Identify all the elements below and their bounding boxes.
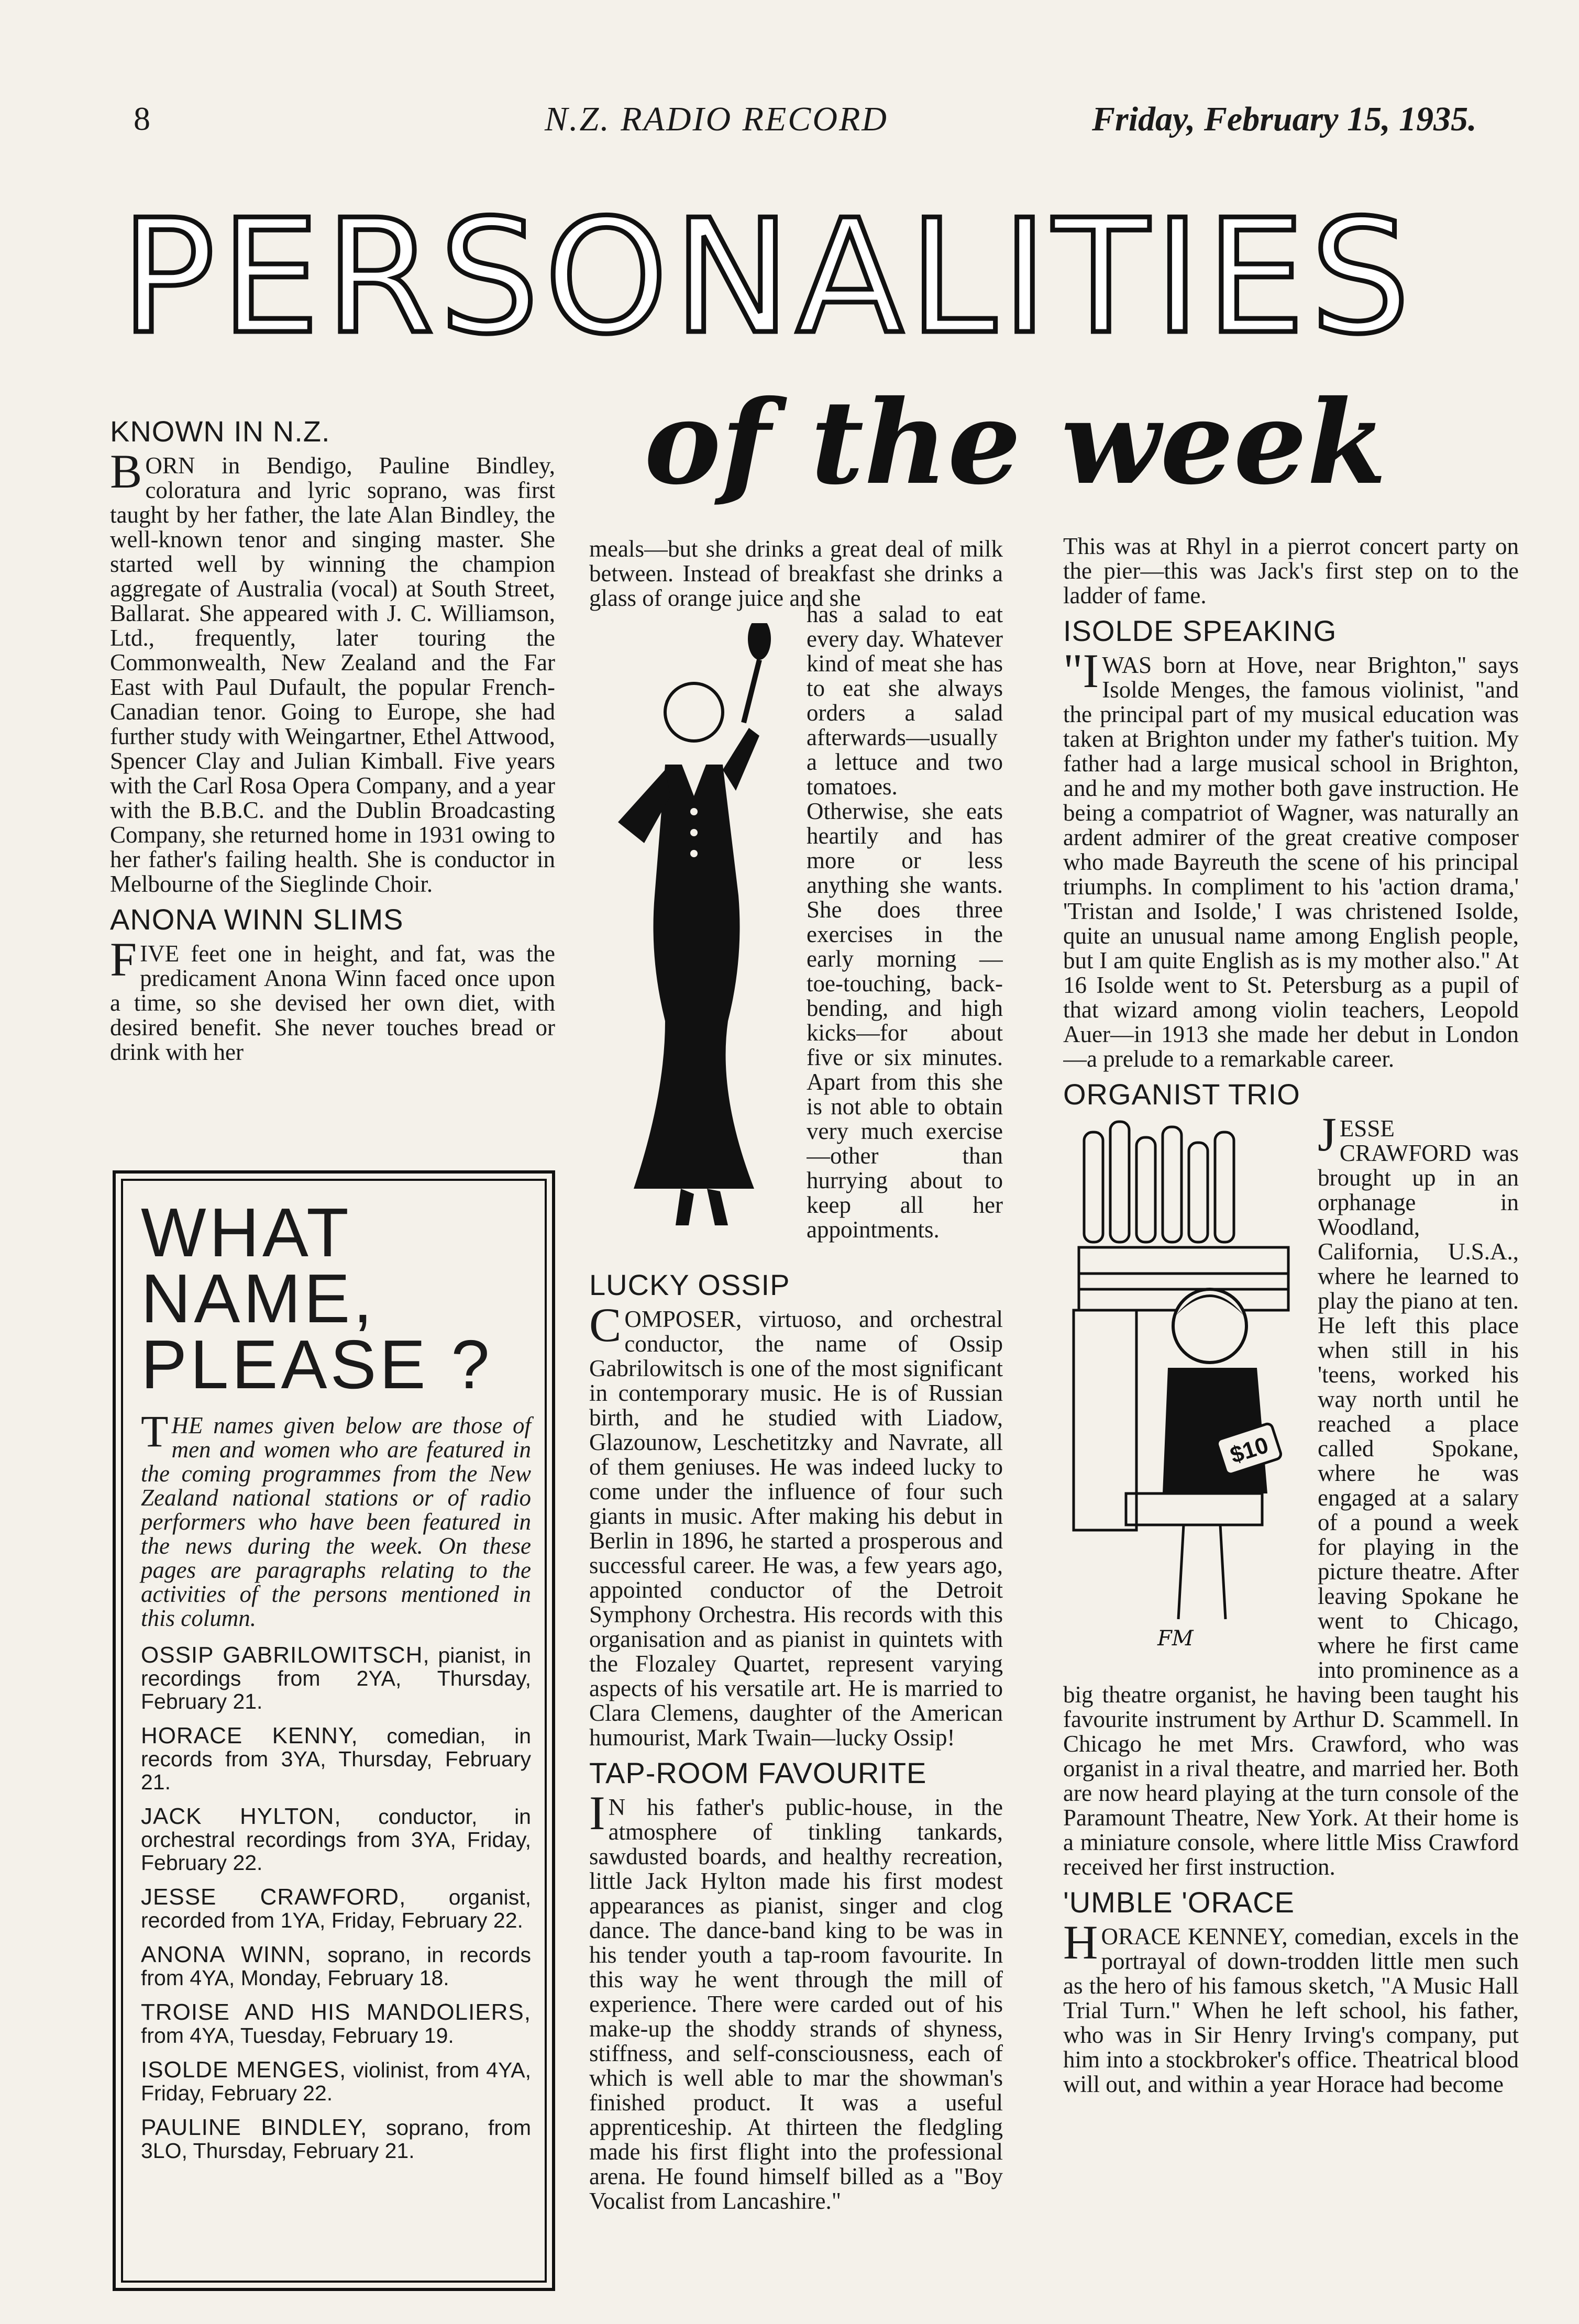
article-organist-trio: JESSE CRAWFORD was brought up in an orphanage in Woodland, California, U.S.A., where he learned to play the piano at ten. He left this place when still in his 'teens, worked his way north until he reached a place called Spokane, where he was engaged at a salary of a pound a week for playing in the picture theatre. After leaving Spokane he went to Chicago, where he first came into prominence as a big theatre organist, he having been taught his favourite instrument by Arthur D. Scammell. In Chicago he met Mrs. Crawford, who was organist in a rival theatre, and married her. Both are now heard playing at the turn console of the Paramount Theatre, New York. At their home is a miniature console, where little Miss Crawford received her first instruction. xyxy=(1063,1108,1519,1880)
middle-column-narrow xyxy=(807,602,1003,1246)
boy-head xyxy=(1173,1289,1246,1363)
boy-at-organ-illustration xyxy=(1063,1116,1309,1661)
organ-pipe xyxy=(1084,1132,1103,1242)
organ-pipe xyxy=(1136,1137,1155,1242)
mirror-handle xyxy=(744,660,759,723)
organ-pipe xyxy=(1163,1127,1182,1242)
organist-illustration-wrap xyxy=(1063,1116,1309,1661)
listing-detail: soprano, in records from 4YA, Monday, February 18. xyxy=(141,1943,532,1990)
listing-detail: violinist, from 4YA, Friday, February 22. xyxy=(141,2058,531,2105)
organ-pipe xyxy=(1215,1132,1234,1242)
article-tap-room: IN his father's public-house, in the atmosphere of tinkling tankards, sawdusted boards, and healthy recreation, little Jack Hylton made his first modest appearances as pianist, singer and clog dance. The dance-band king to be was in his tender youth a tap-room favourite. In this way he went through the mill of experience. There were carded out of his make-up the shoddy strands of shyness, stiffness, and self-consciousness, each of which is well able to mar the showman's finished product. It was a useful apprenticeship. At thirteen the fledgling made his first flight into the professional arena. He found himself billed as a "Boy Vocalist from Lancashire." xyxy=(589,1786,1003,2214)
right-arm xyxy=(723,728,759,791)
listing-item xyxy=(141,2059,531,2105)
listing-detail: organist, recorded from 1YA, Friday, February 22. xyxy=(141,1885,531,1932)
heading-tap-room: TAP-ROOM FAVOURITE xyxy=(589,1756,927,1789)
listing-name: ISOLDE MENGES, xyxy=(141,2057,347,2083)
heading-known-in-nz: KNOWN IN N.Z. xyxy=(110,415,330,448)
listing-name: PAULINE BINDLEY, xyxy=(141,2115,368,2140)
listing-detail: soprano, from 3LO, Thursday, February 21. xyxy=(141,2116,531,2163)
listing-detail: comedian, in records from 3YA, Thursday, February 21. xyxy=(141,1724,531,1794)
heading-lucky-ossip: LUCKY OSSIP xyxy=(589,1268,790,1301)
listing-item xyxy=(141,1805,531,1874)
article-anona-winn-part-1: FIVE feet one in height, and fat, was the predicament Anona Winn faced once upon a time, so she devised her own diet, with desired benefit. She never touches bread or drink with her xyxy=(110,933,555,1065)
listing-item xyxy=(141,2116,531,2162)
what-name-please-box xyxy=(113,1170,555,2291)
listing-name: JACK HYLTON, xyxy=(141,1803,341,1829)
heading-organist-trio: ORGANIST TRIO xyxy=(1063,1078,1300,1111)
masthead-title: PERSONALITIES xyxy=(120,186,1416,369)
listing-detail: pianist, in recordings from 2YA, Thursday, February 21. xyxy=(141,1643,531,1713)
article-lucky-ossip: COMPOSER, virtuoso, and orchestral conductor, the name of Ossip Gabrilowitsch is one of the most significant in contemporary music. He is of Russian birth, and he studied with Liadow, Glazounow, Leschetitzky and Navrate, all of them geniuses. He was indeed lucky to come under the influence of four such giants in music. After making his debut in Berlin in 1896, he started a prosperous and successful career. He was, a few years ago, appointed conductor of the Detroit Symphony Orchestra. His records with this organisation and as pianist in quintets with the Flozaley Quartet, represent varying aspects of his versatile art. He is married to Clara Clemens, daughter of the American humourist, Mark Twain—lucky Ossip! xyxy=(589,1298,1003,1751)
article-umble-orace: HORACE KENNEY, comedian, excels in the portrayal of down-trodden little men such as the hero of his famous sketch, "A Music Hall Trial Turn." When he left school, his father, who was in Sir Henry Irving's company, put him into a stockbroker's office. Theatrical blood will out, and within a year Horace had become xyxy=(1063,1916,1519,2097)
listing-item xyxy=(141,1943,531,1989)
middle-column-bottom xyxy=(589,1262,1003,2309)
box-heading: WHAT NAME, PLEASE ? xyxy=(141,1194,493,1403)
shoes xyxy=(676,1189,728,1225)
listing-name: TROISE AND HIS MANDOLIERS, xyxy=(141,1999,531,2025)
masthead-subtitle: of the week xyxy=(644,374,1387,510)
listing-name: OSSIP GABRILOWITSCH, xyxy=(141,1642,430,1668)
organ-pipe xyxy=(1110,1122,1129,1242)
button xyxy=(690,829,698,836)
button xyxy=(690,850,698,857)
listing-item xyxy=(141,1644,531,1713)
article-anona-winn-part-3: has a salad to eat every day. Whatever kind of meat she has to eat she always orders a salad afterwards—usually a lettuce and two tomatoes. Otherwise, she eats heartily and has more or less anything she wants. She does three exercises in the early morning — toe-touching, back-bending, and high kicks—for about five or six minutes. Apart from this she is not able to obtain very much exercise —other than hurrying about to keep all her appointments. xyxy=(807,602,1003,1243)
article-known-in-nz: BORN in Bendigo, Pauline Bindley, coloratura and lyric soprano, was first taught by her father, the late Alan Bindley, the well-known tenor and singing master. She started well by winning the champion aggregate of Australia (vocal) at South Street, Ballarat. She appeared with J. C. Williamson, Ltd., frequently, later touring the Commonwealth, New Zealand and the Far East with Paul Dufault, the popular French-Canadian tenor. Going to Europe, she had further study with Weingartner, Ethel Attwood, Spencer Clay and Julian Kimball. Five years with the Carl Rosa Opera Company, and a year with the B.B.C. and the Dublin Broadcasting Company, she returned home in 1931 owing to her father's failing health. She is conductor in Melbourne of the Sieglinde Choir. xyxy=(110,445,555,897)
right-column xyxy=(1063,534,1519,2315)
listing-detail: from 4YA, Tuesday, February 19. xyxy=(141,2023,454,2048)
listings xyxy=(141,1644,531,2162)
hand-mirror xyxy=(748,623,771,660)
article-tap-room-continued: This was at Rhyl in a pierrot concert party on the pier—this was Jack's first step on to the ladder of fame. xyxy=(1063,534,1519,608)
listing-name: HORACE KENNY, xyxy=(141,1723,358,1748)
page-number: 8 xyxy=(134,100,150,137)
woman-with-mirror-illustration xyxy=(587,623,807,1252)
box-intro: THE names given below are those of men and women who are featured in the coming programmes from the New Zealand national stations or of radio performers who have been featured in the news during the week. On these pages are paragraphs relating to the activities of the persons mentioned in this column. xyxy=(141,1406,531,1631)
listing-item xyxy=(141,1886,531,1932)
issue-date: Friday, February 15, 1935. xyxy=(1092,100,1477,138)
article-isolde: "IWAS born at Hove, near Brighton," says Isolde Menges, the famous violinist, "and the principal part of my musical education was taken at Brighton under my father's tuition. My father had a large musical school in Brighton, and he and my mother both gave instruction. He being a compatriot of Wagner, was naturally an ardent admirer of the great creative composer who made Bayreuth the scene of his principal triumphs. In compliment to his 'action drama,' 'Tristan and Isolde,' I was christened Isolde, quite an unusual name among English people, but I am quite English as is my mother also." At 16 Isolde went to St. Petersburg as a pupil of that wizard among violin teachers, Leopold Auer—in 1913 she made her debut in London—a prelude to a remarkable career. xyxy=(1063,644,1519,1072)
price-tag-label: $10 xyxy=(1227,1432,1272,1469)
artist-initials: FM xyxy=(1157,1626,1194,1651)
publication-title: N.Z. RADIO RECORD xyxy=(545,100,888,138)
organ-bench xyxy=(1126,1493,1262,1525)
left-column xyxy=(110,408,555,1152)
boy-legs xyxy=(1178,1525,1225,1619)
article-anona-winn-part-2: meals—but she drinks a great deal of milk between. Instead of breakfast she drinks a glass of orange juice and she xyxy=(589,536,1003,611)
listing-item xyxy=(141,1724,531,1794)
organ-pipe xyxy=(1189,1143,1208,1242)
listing-name: ANONA WINN, xyxy=(141,1942,312,1967)
button xyxy=(690,808,698,815)
heading-umble-orace: 'UMBLE 'ORACE xyxy=(1063,1886,1295,1919)
listing-detail: conductor, in orchestral recordings from 3YA, Friday, February 22. xyxy=(141,1805,531,1875)
heading-anona-winn: ANONA WINN SLIMS xyxy=(110,903,404,936)
listing-item xyxy=(141,2001,531,2047)
listing-name: JESSE CRAWFORD, xyxy=(141,1884,406,1910)
heading-isolde: ISOLDE SPEAKING xyxy=(1063,614,1337,647)
